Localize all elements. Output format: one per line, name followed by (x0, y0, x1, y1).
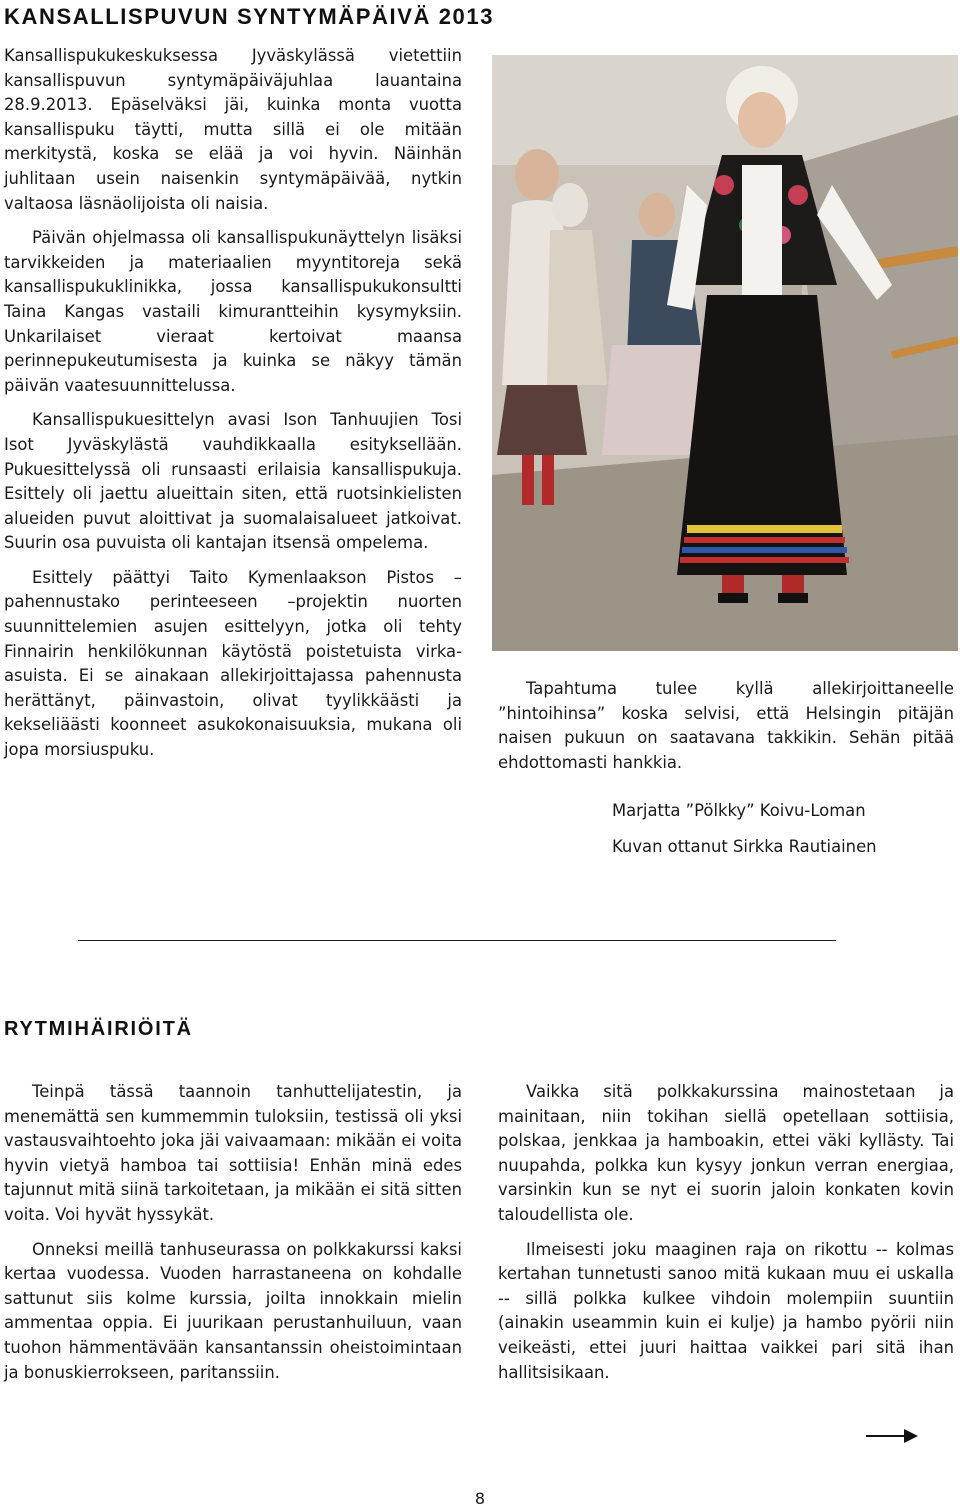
article-title: KANSALLISPUVUN SYNTYMÄPÄIVÄ 2013 (4, 4, 495, 29)
photo-illustration (492, 55, 958, 651)
right-arrow-icon (866, 1426, 918, 1446)
article-left-column (4, 1080, 462, 1395)
page-number: 8 (474, 1489, 486, 1508)
author-signature: Marjatta ”Pölkky” Koivu-Loman (612, 801, 866, 820)
paragraph: Teinpä tässä taannoin tanhuttelijatestin, ja menemättä sen kummemmin tuloksiin, testissä oli yksi vastausvaihtoehto joka jäi vaivaamaan: mikään ei voita hyvin vietyä hamboa tai sottiisia! Enhän minä edes tajunnut mitä siinä tarkoitetaan, ja mikään ei sitä sitten voita. Voi hyvät hyssykät. (4, 1082, 462, 1224)
photo-folk-costumes (492, 55, 958, 651)
paragraph: Onneksi meillä tanhuseurassa on polkkakurssi kaksi kertaa vuodessa. Vuoden harrastaneena on kohdalle sattunut siis kolme kurssia, joilta innokkain mielin ammentaa oppia. Ei juurikaan perustanhuiluun, vaan tuohon hämmentävään kansantanssin oheistoimintaan ja bonuskierrokseen, paritanssiin. (4, 1239, 462, 1382)
paragraph: Vaikka sitä polkkakurssina mainostetaan ja mainitaan, niin tokihan siellä opetellaan sottiisia, polskaa, jenkkaa ja hamboakin, ettei väki kyllästy. Tai nuupahda, polkka kun kysyy jonkun verran energiaa, varsinkin kun se nyt ei suorin jaloin konkaten kovin taloudellista ole. (498, 1082, 954, 1224)
section-divider (78, 940, 836, 941)
article-right-column (498, 677, 954, 785)
paragraph: Kansallispukukeskuksessa Jyväskylässä vietettiin kansallispuvun syntymäpäiväjuhlaa lauantaina 28.9.2013. Epäselväksi jäi, kuinka monta vuotta kansallispuku täytti, mutta sillä ei ole mitään merkitystä, koska se elää ja voi hyvin. Näinhän juhlitaan usein naisenkin syntymäpäivää, nytkin valtaosa läsnäolijoista oli naisia. (4, 46, 462, 213)
photo-credit: Kuvan ottanut Sirkka Rautiainen (612, 837, 877, 856)
article-title: RYTMIHÄIRIÖITÄ (4, 1018, 193, 1040)
paragraph: Päivän ohjelmassa oli kansallispukunäyttelyn lisäksi tarvikkeiden ja materiaalien myyntitoreja sekä kansallispukuklinikka, jossa kansallispukukonsultti Taina Kangas vastaili kimurantteihin kysymyksiin. Unkarilaiset vieraat kertoivat maansa perinnepukeutumisesta ja kuinka se näkyy tämän päivän vaatesuunnittelussa. (4, 228, 462, 395)
article-right-column (498, 1080, 954, 1395)
article-left-column (4, 44, 462, 773)
paragraph: Ilmeisesti joku maaginen raja on rikottu -- kolmas kertahan tunnetusti sanoo mitä kukaan muu ei uskalla -- sillä polkka kulkee vihdoin molempiin suuntiin (ainakin useammin kuin ei kulje) ja hambo pyörii niin veikeästi, ettei juuri haittaa vaikkei pari sitä ihan hallitsisikaan. (498, 1239, 954, 1382)
paragraph: Esittely päättyi Taito Kymenlaakson Pistos – pahennustako perinteeseen –projektin nuorten suunnittelemien asujen esittelyyn, jotka oli tehty Finnairin henkilökunnan käytöstä poistetuista virka-asuista. Ei se ainakaan allekirjoittajassa pahennusta herättänyt, päinvastoin, olivat tyylikkäästi ja kekseliäästi koonneet asukokonaisuuksia, mukana oli jopa morsiuspuku. (4, 567, 462, 760)
paragraph: Kansallispukuesittelyn avasi Ison Tanhuujien Tosi Isot Jyväskylästä vauhdikkaalla esityksellään. Pukuesittelyssä oli runsaasti erilaisia kansallispukuja. Esittely oli jaettu alueittain siten, että ruotsinkielisten alueiden puvut aloittivat ja suomalaisalueet jatkoivat. Suurin osa puvuista oli kantajan itsensä ompelema. (4, 410, 462, 553)
paragraph: Tapahtuma tulee kyllä allekirjoittaneelle ”hintoihinsa” koska selvisi, että Helsingin pitäjän naisen pukuun on saatavana takkikin. Sehän pitää ehdottomasti hankkia. (498, 679, 954, 772)
